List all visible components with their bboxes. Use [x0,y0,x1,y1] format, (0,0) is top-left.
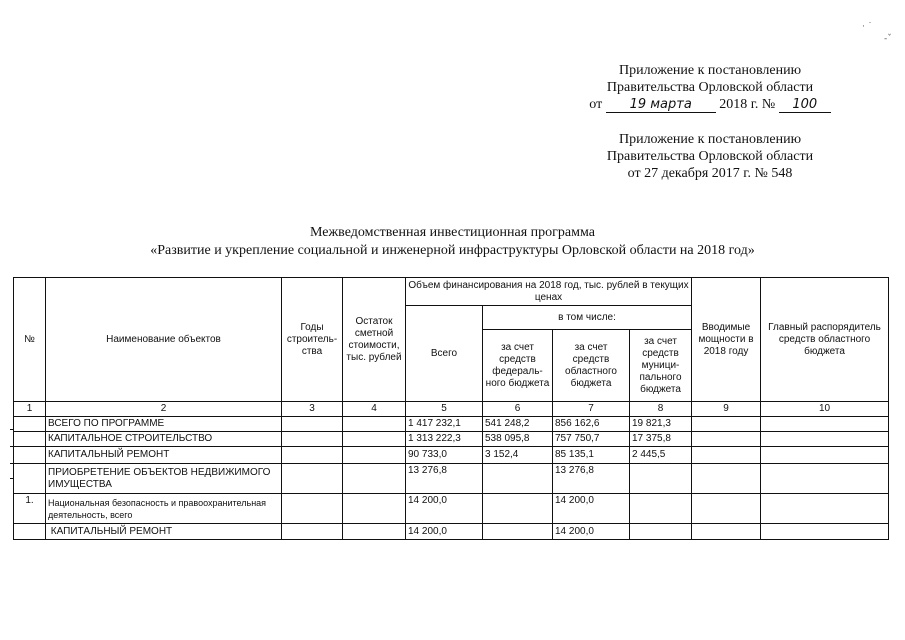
row-manager [761,432,889,447]
column-number: 1 [14,402,46,417]
row-regional: 85 135,1 [553,447,630,464]
handwritten-number: 100 [779,98,831,113]
column-number: 2 [46,402,282,417]
row-years [282,524,343,540]
row-regional: 757 750,7 [553,432,630,447]
appendix-line: Приложение к постановлению [618,63,802,78]
row-federal: 538 095,8 [483,432,553,447]
row-no: 1. [14,494,46,524]
header-no: № [14,278,46,402]
row-remaining [343,524,406,540]
row-regional: 856 162,6 [553,417,630,432]
scan-speck: · ˙ [862,22,873,32]
row-name: Национальная безопасность и правоохранительная деятельность, всего [46,494,282,524]
row-no [14,417,46,432]
row-total: 1 417 232,1 [406,417,483,432]
table-row [14,494,889,524]
row-federal: 3 152,4 [483,447,553,464]
column-number: 9 [692,402,761,417]
row-manager [761,417,889,432]
row-municipal: 19 821,3 [630,417,692,432]
header-financing: Объем финансирования на 2018 год, тыс. рублей в текущих ценах [406,278,692,306]
header-total: Всего [406,306,483,402]
row-years [282,447,343,464]
row-years [282,494,343,524]
header-manager: Главный распорядитель средств областного бюджета [761,278,889,402]
row-regional: 14 200,0 [553,494,630,524]
row-manager [761,447,889,464]
column-number: 5 [406,402,483,417]
margin-tick [10,429,13,430]
investment-program-table [13,277,889,540]
row-total: 90 733,0 [406,447,483,464]
year-text: 2018 г. № [719,97,776,112]
row-remaining [343,432,406,447]
column-number: 8 [630,402,692,417]
row-regional: 13 276,8 [553,464,630,494]
row-capacity [692,417,761,432]
row-federal: 541 248,2 [483,417,553,432]
row-capacity [692,432,761,447]
column-number: 3 [282,402,343,417]
appendix-line: Приложение к постановлению [618,132,802,147]
row-federal [483,494,553,524]
row-capacity [692,524,761,540]
table-row [14,447,889,464]
row-no [14,447,46,464]
header-capacity: Вводимые мощности в 2018 году [692,278,761,402]
header-remaining: Остаток сметной стоимости, тыс. рублей [343,278,406,402]
header-including: в том числе: [483,306,692,330]
row-no [14,464,46,494]
table-row [14,524,889,540]
row-no [14,432,46,447]
program-title [0,224,905,260]
row-total: 1 313 222,3 [406,432,483,447]
row-regional: 14 200,0 [553,524,630,540]
row-name: ПРИОБРЕТЕНИЕ ОБЪЕКТОВ НЕДВИЖИМОГО ИМУЩЕСТВА [46,464,282,494]
scan-speck: -ˇ [884,34,892,44]
government-line: Правительства Орловской области [606,80,814,95]
appendix-header-current [540,62,880,113]
row-remaining [343,447,406,464]
column-number-row [14,402,889,417]
row-name: КАПИТАЛЬНЫЙ РЕМОНТ [46,524,282,540]
row-total: 14 200,0 [406,494,483,524]
from-prefix: от [589,97,603,112]
table-row [14,417,889,432]
table-row [14,464,889,494]
row-years [282,432,343,447]
decree-date-line: от 27 декабря 2017 г. № 548 [627,166,793,181]
column-number: 4 [343,402,406,417]
row-manager [761,494,889,524]
handwritten-date: 19 марта [606,98,716,113]
row-municipal [630,464,692,494]
row-capacity [692,464,761,494]
row-federal [483,524,553,540]
row-capacity [692,447,761,464]
row-remaining [343,494,406,524]
margin-tick [10,446,13,447]
row-remaining [343,417,406,432]
row-manager [761,464,889,494]
header-name: Наименование объектов [46,278,282,402]
row-no [14,524,46,540]
margin-tick [10,463,13,464]
row-manager [761,524,889,540]
header-federal: за счет средств федераль-ного бюджета [483,330,553,402]
row-federal [483,464,553,494]
row-municipal: 2 445,5 [630,447,692,464]
header-years: Годы строитель-ства [282,278,343,402]
row-years [282,417,343,432]
table-row [14,432,889,447]
row-years [282,464,343,494]
row-remaining [343,464,406,494]
margin-tick [10,478,13,479]
row-municipal [630,524,692,540]
title-line-2: «Развитие и укрепление социальной и инженерной инфраструктуры Орловской области на 2018 год» [150,243,755,258]
row-capacity [692,494,761,524]
row-total: 13 276,8 [406,464,483,494]
row-municipal: 17 375,8 [630,432,692,447]
row-name: КАПИТАЛЬНЫЙ РЕМОНТ [46,447,282,464]
header-regional: за счет средств областного бюджета [553,330,630,402]
column-number: 10 [761,402,889,417]
row-municipal [630,494,692,524]
row-name: КАПИТАЛЬНОЕ СТРОИТЕЛЬСТВО [46,432,282,447]
row-name: ВСЕГО ПО ПРОГРАММЕ [46,417,282,432]
appendix-header-original [540,131,880,182]
government-line: Правительства Орловской области [606,149,814,164]
row-total: 14 200,0 [406,524,483,540]
header-municipal: за счет средств муници-пального бюджета [630,330,692,402]
column-number: 7 [553,402,630,417]
title-line-1: Межведомственная инвестиционная программа [310,225,595,240]
decree-date-line [540,96,880,113]
column-number: 6 [483,402,553,417]
